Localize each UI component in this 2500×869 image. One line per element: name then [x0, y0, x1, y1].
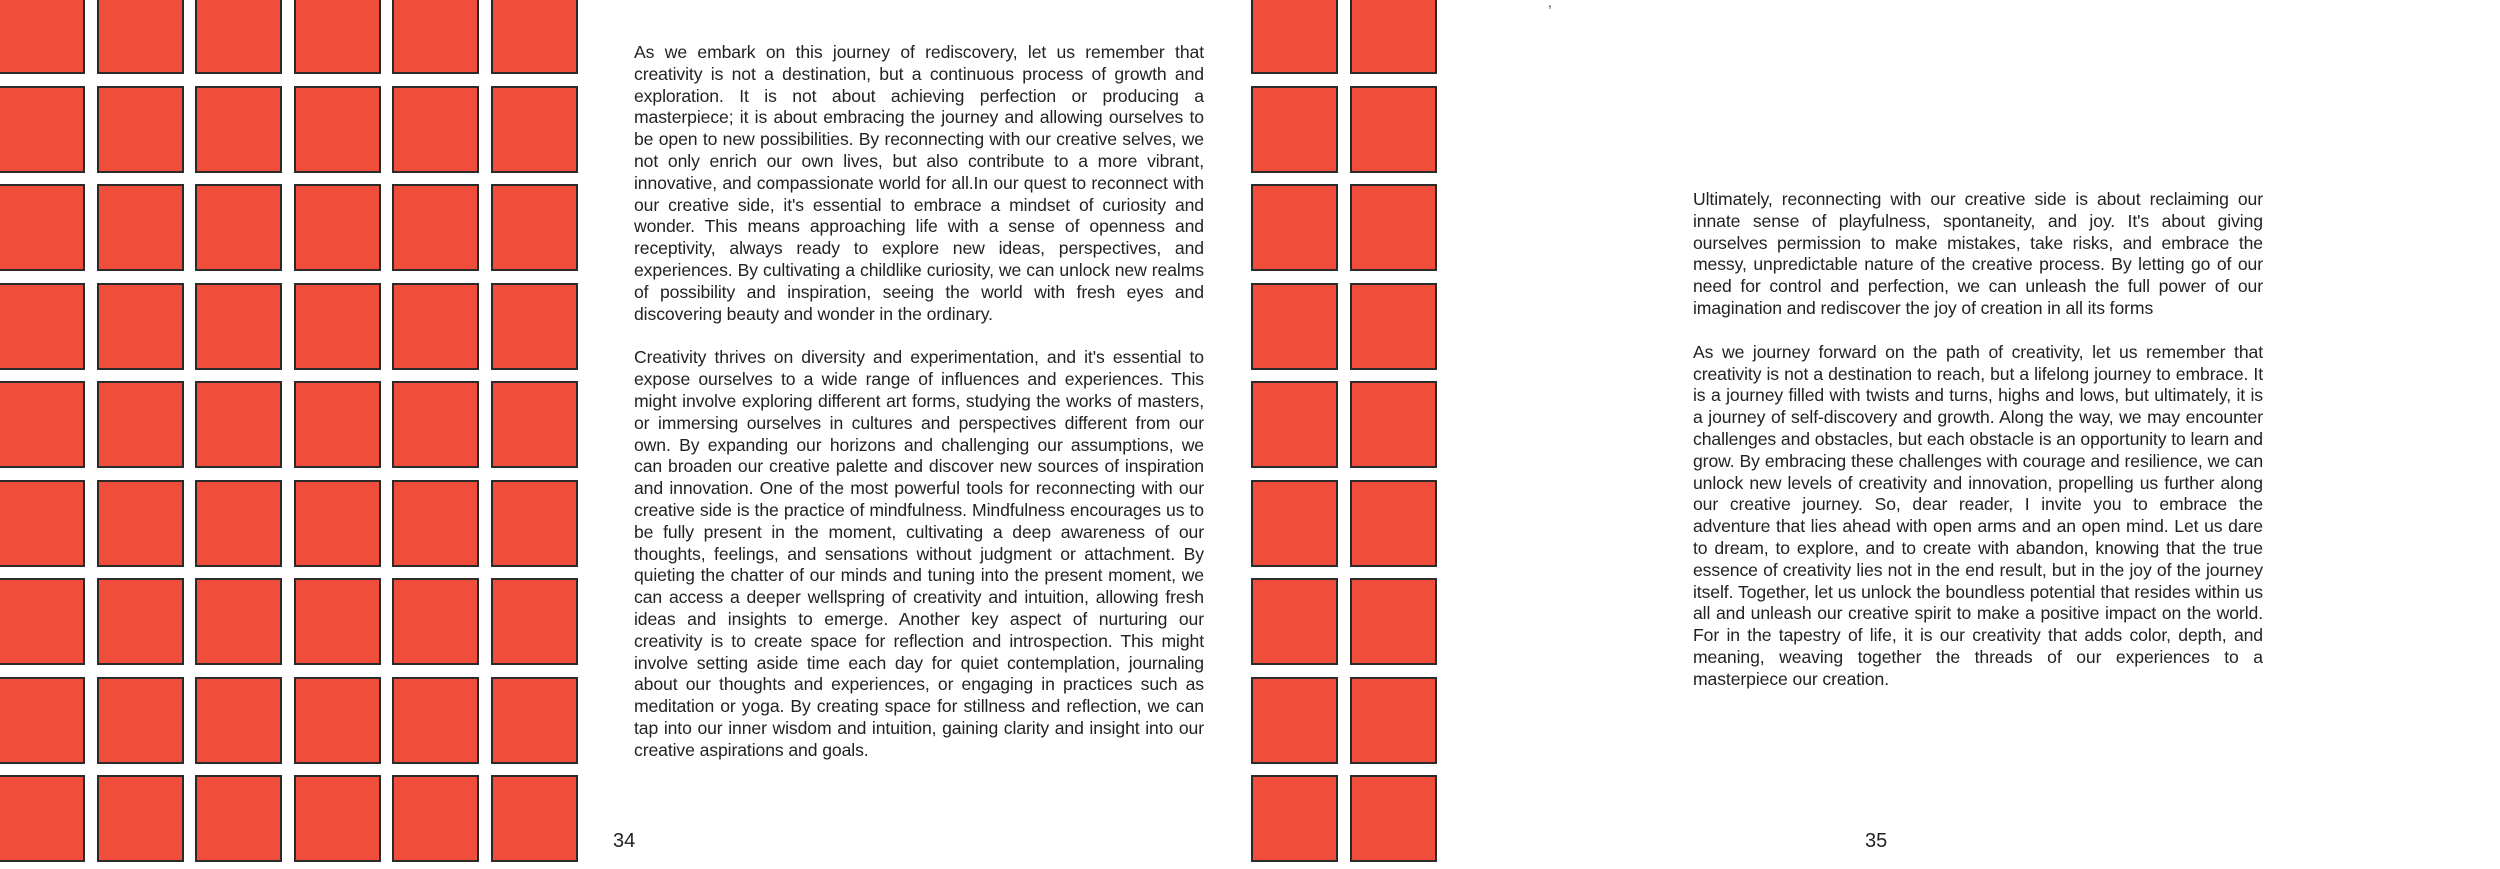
right-paragraph-2: As we journey forward on the path of creativity, let us remember that creativity is not a destination to reach, but a lifelong journey to embrace. It is a journey filled with twists and turns, highs and lows, but ultimately, it is a journey of self-discovery and growth. Along the way, we may encounter challenges and obstacles, but each obstacle is an opportunity to learn and grow. By embracing these challenges with courage and resilience, we can unlock new levels of creativity and innovation, propelling us further along our creative journey. So, dear reader, I invite you to embrace the adventure that lies ahead with open arms and an open mind. Let us dare to dream, to explore, and to create with abandon, knowing that the true essence of creativity lies not in the end result, but in the joy of the journey itself. Together, let us unlock the boundless potential that resides within us all and unleash our creative spirit to make a positive impact on the world. For in the tapestry of life, it is our creativity that adds color, depth, and meaning, weaving together the threads of our experiences to a masterpiece our creation. [1693, 341, 2263, 689]
decorative-tile [1350, 184, 1437, 271]
decorative-tile [392, 381, 479, 468]
left-page-number: 34 [613, 830, 636, 852]
decorative-tile [392, 578, 479, 665]
decorative-tile [0, 775, 85, 862]
left-paragraph-2: Creativity thrives on diversity and experimentation, and it's essential to expose ourselves to a wide range of influences and experiences. This might involve exploring different art forms, studying the works of masters, or immersing ourselves in cultures and perspectives different from our own. By expanding our horizons and challenging our assumptions, we can broaden our creative palette and discover new sources of inspiration and innovation. One of the most powerful tools for reconnecting with our creative side is the practice of mindfulness. Mindfulness encourages us to be fully present in the moment, cultivating a deep awareness of our thoughts, feelings, and sensations without judgment or attachment. By quieting the chatter of our minds and tuning into the present moment, we can access a deeper wellspring of creativity and intuition, allowing fresh ideas and insights to emerge. Another key aspect of nurturing our creativity is to create space for reflection and introspection. This might involve setting aside time each day for quiet contemplation, journaling about our thoughts and experiences, or engaging in practices such as meditation or yoga. By creating space for stillness and reflection, we can tap into our inner wisdom and intuition, gaining clarity and insight into our creative aspirations and goals. [634, 347, 1204, 760]
decorative-tile [392, 677, 479, 764]
decorative-tile [97, 0, 184, 74]
decorative-tile [1251, 184, 1338, 271]
decorative-tile [97, 381, 184, 468]
decorative-tile [1251, 381, 1338, 468]
decorative-tile [0, 0, 85, 74]
decorative-tile [1350, 677, 1437, 764]
decorative-tile [0, 677, 85, 764]
decorative-tile [97, 578, 184, 665]
decorative-tile [0, 578, 85, 665]
decorative-tile [195, 0, 282, 74]
decorative-tile [1251, 578, 1338, 665]
decorative-tile [0, 86, 85, 173]
decorative-tile [195, 677, 282, 764]
decorative-tile [1251, 775, 1338, 862]
decorative-tile [1350, 86, 1437, 173]
decorative-tile [1251, 677, 1338, 764]
decorative-tile [97, 480, 184, 567]
top-corner-mark: , [1548, 0, 1552, 10]
decorative-tile [195, 578, 282, 665]
decorative-tile [491, 578, 578, 665]
decorative-tile [392, 86, 479, 173]
decorative-tile [392, 480, 479, 567]
decorative-tile [491, 381, 578, 468]
decorative-tile [294, 0, 381, 74]
decorative-tile [392, 184, 479, 271]
decorative-tile [1350, 480, 1437, 567]
decorative-tile [392, 775, 479, 862]
decorative-tile [294, 283, 381, 370]
decorative-tile [1350, 775, 1437, 862]
decorative-tile [1350, 578, 1437, 665]
decorative-tile [491, 86, 578, 173]
decorative-tile [97, 86, 184, 173]
decorative-tile [1350, 0, 1437, 74]
decorative-tile [294, 480, 381, 567]
decorative-tile [294, 184, 381, 271]
decorative-tile [1350, 283, 1437, 370]
decorative-tile [0, 381, 85, 468]
left-page-text [634, 42, 1204, 784]
decorative-tile [1251, 0, 1338, 74]
left-paragraph-1: As we embark on this journey of rediscovery, let us remember that creativity is not a destination, but a continuous process of growth and exploration. It is not about achieving perfection or producing a masterpiece; it is about embracing the journey and allowing ourselves to be open to new possibilities. By reconnecting with our creative selves, we not only enrich our own lives, but also contribute to a more vibrant, innovative, and compassionate world for all.In our quest to reconnect with our creative side, it's essential to embrace a mindset of curiosity and wonder. This means approaching life with a sense of openness and receptivity, always ready to explore new ideas, perspectives, and experiences. By cultivating a childlike curiosity, we can unlock new realms of possibility and inspiration, seeing the world with fresh eyes and discovering beauty and wonder in the ordinary. [634, 42, 1204, 324]
decorative-tile [294, 578, 381, 665]
decorative-tile [1350, 381, 1437, 468]
decorative-tile [97, 283, 184, 370]
decorative-tile [1251, 86, 1338, 173]
decorative-tile [491, 480, 578, 567]
decorative-tile [0, 480, 85, 567]
right-page-number: 35 [1865, 830, 1888, 852]
decorative-tile [0, 283, 85, 370]
decorative-tile [195, 86, 282, 173]
decorative-tile [491, 184, 578, 271]
decorative-tile [294, 86, 381, 173]
decorative-tile [294, 775, 381, 862]
decorative-tile [392, 283, 479, 370]
decorative-tile [97, 184, 184, 271]
decorative-tile [491, 0, 578, 74]
decorative-tile [491, 283, 578, 370]
decorative-tile [97, 775, 184, 862]
decorative-tile [491, 775, 578, 862]
decorative-tile [97, 677, 184, 764]
decorative-tile [195, 283, 282, 370]
left-decorative-tile-grid [0, 0, 580, 869]
decorative-tile [1251, 480, 1338, 567]
decorative-tile [294, 677, 381, 764]
decorative-tile [195, 381, 282, 468]
decorative-tile [0, 184, 85, 271]
decorative-tile [294, 381, 381, 468]
decorative-tile [195, 480, 282, 567]
decorative-tile [491, 677, 578, 764]
decorative-tile [195, 184, 282, 271]
right-page-text [1693, 189, 2263, 713]
decorative-tile [1251, 283, 1338, 370]
right-paragraph-1: Ultimately, reconnecting with our creative side is about reclaiming our innate sense of playfulness, spontaneity, and joy. It's about giving ourselves permission to make mistakes, take risks, and embrace the messy, unpredictable nature of the creative process. By letting go of our need for control and perfection, we can unleash the full power of our imagination and rediscover the joy of creation in all its forms [1693, 189, 2263, 318]
right-decorative-tile-grid [1250, 0, 1438, 869]
decorative-tile [195, 775, 282, 862]
decorative-tile [392, 0, 479, 74]
